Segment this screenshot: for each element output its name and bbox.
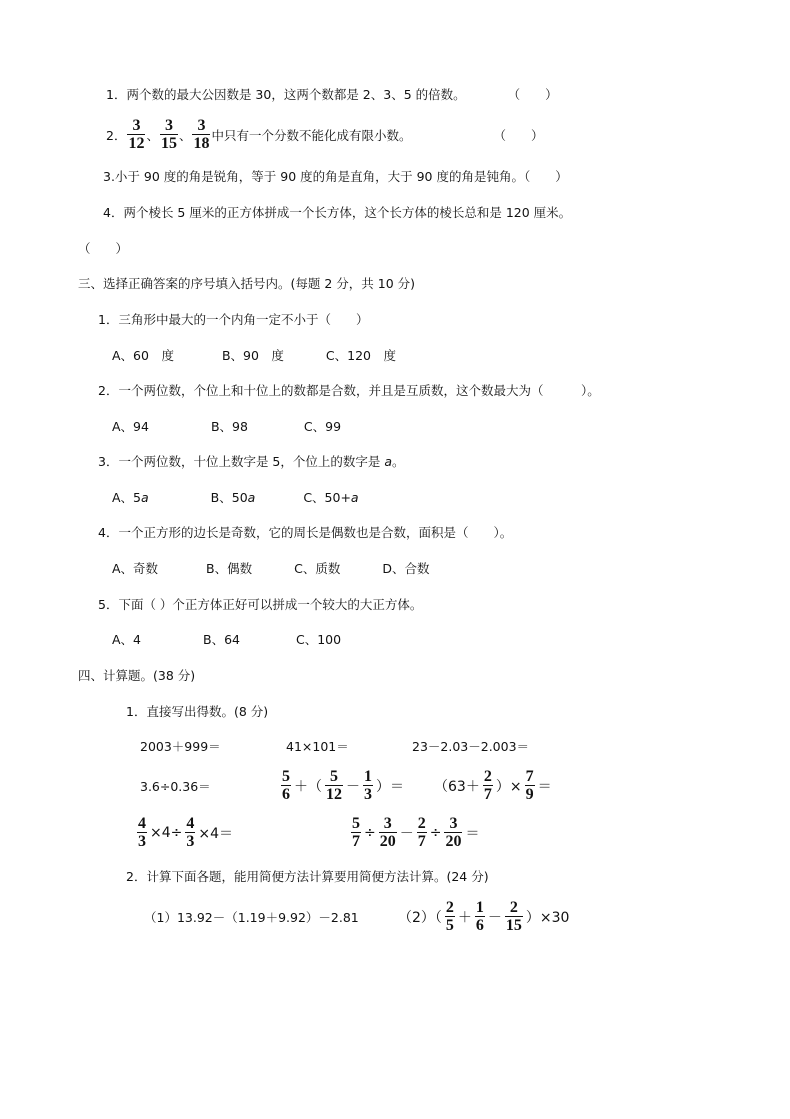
option[interactable]: A、94 — [112, 419, 149, 434]
fraction: $\frac{5}{12}$ — [326, 768, 342, 803]
option[interactable]: B、98 — [210, 419, 248, 434]
tf-item-3-text: 3.小于 90 度的角是锐角，等于 90 度的角是直角，大于 90 度的角是钝角。（ ） — [103, 169, 568, 184]
mc-options-3 — [112, 489, 359, 507]
option[interactable]: D、合数 — [382, 561, 430, 576]
fraction: $\frac{2}{7}$ — [483, 768, 492, 803]
option[interactable]: A、奇数 — [112, 561, 159, 576]
option[interactable]: C、99 — [303, 419, 342, 434]
tf-item-1-text: 1．两个数的最大公因数是 30，这两个数都是 2、3、5 的倍数。 — [106, 87, 466, 102]
option[interactable]: B、偶数 — [206, 561, 253, 576]
option[interactable]: A、60 度 — [112, 348, 174, 363]
part-1-title: 1．直接写出得数。(8 分) — [126, 704, 269, 719]
mc-options-2 — [112, 418, 341, 436]
mc-options-5 — [112, 631, 341, 649]
calc-expression: 2003＋999＝ — [140, 739, 221, 754]
tf-item-1 — [106, 86, 558, 104]
mc-question-4: 4．一个正方形的边长是奇数，它的周长是偶数也是合数，面积是（ ）。 — [98, 525, 513, 540]
option[interactable]: A、4 — [112, 632, 142, 647]
calc-problem-2: （2）（ $\frac{2}{5}$ ＋ $\frac{1}{6}$ － $\frac{2}{15}$ ）×30 — [398, 899, 570, 934]
mc-question-2: 2．一个两位数，个位上和十位上的数都是合数，并且是互质数，这个数最大为（ ）。 — [98, 383, 600, 398]
fraction: $\frac{7}{9}$ — [525, 768, 534, 803]
option[interactable]: B、90 度 — [221, 348, 284, 363]
part-2-title: 2．计算下面各题，能用简便方法计算要用简便方法计算。(24 分) — [126, 869, 489, 884]
option[interactable]: C、50+a — [303, 490, 359, 505]
mc-question-3: 3．一个两位数，十位上数字是 5，个位上的数字是 a。 — [98, 454, 405, 469]
mc-options-4 — [112, 560, 429, 578]
answer-blank[interactable]: （ ） — [493, 127, 544, 143]
calc-expression: 41×101＝ — [286, 739, 349, 754]
tf-item-4 — [103, 204, 571, 222]
calc-expression: $\frac{4}{3}$ ×4÷ $\frac{4}{3}$ ×4＝ — [138, 815, 234, 850]
calc-expression: $\frac{5}{7}$ ÷ $\frac{3}{20}$ － $\frac{2}{7}$ ÷ $\frac{3}{20}$ ＝ — [352, 815, 480, 850]
calc-expression: 23－2.03－2.003＝ — [412, 739, 530, 754]
tf-item-3 — [103, 168, 568, 186]
tf-item-2-number: 2． — [106, 127, 127, 143]
fraction: $\frac{2}{15}$ — [505, 899, 522, 934]
fraction: $\frac{2}{5}$ — [445, 899, 454, 934]
section-4-heading: 四、计算题。(38 分) — [78, 668, 196, 683]
fraction: $\frac{1}{6}$ — [475, 899, 484, 934]
fraction: $\frac{3}{18}$ — [193, 117, 210, 152]
fraction: $\frac{3}{12}$ — [128, 117, 145, 152]
option[interactable]: C、100 — [295, 632, 342, 647]
option[interactable]: B、64 — [203, 632, 240, 647]
answer-blank[interactable]: （ ） — [78, 241, 129, 256]
calc-problem-1: （1）13.92－（1.19＋9.92）－2.81 — [144, 910, 359, 925]
fraction: $\frac{4}{3}$ — [138, 815, 146, 850]
mc-question-1: 1．三角形中最大的一个内角一定不小于（ ） — [98, 312, 369, 327]
tf-item-2: 2． $\frac{3}{12}$ 、 $\frac{3}{15}$ 、 $\frac{3}{18}$ 中只有一个分数不能化成有限小数。 （ ） — [106, 117, 544, 152]
tf-item-2-text: 中只有一个分数不能化成有限小数。 — [211, 127, 412, 143]
fraction: $\frac{2}{7}$ — [417, 815, 426, 850]
tf-item-4-text: 4．两个棱长 5 厘米的正方体拼成一个长方体，这个长方体的棱长总和是 120 厘米。 — [103, 205, 572, 220]
answer-blank[interactable]: （ ） — [507, 87, 558, 102]
option[interactable]: C、质数 — [294, 561, 341, 576]
calc-expression: （63＋ $\frac{2}{7}$ ）× $\frac{7}{9}$ ＝ — [434, 768, 552, 803]
calc-expression: $\frac{5}{6}$ ＋（ $\frac{5}{12}$ － $\frac{1}{3}$ ）＝ — [282, 768, 404, 803]
calc-expression: 3.6÷0.36＝ — [140, 779, 211, 794]
calc-row-1 — [140, 738, 221, 756]
fraction: $\frac{3}{15}$ — [160, 117, 177, 152]
section-3-heading: 三、选择正确答案的序号填入括号内。(每题 2 分，共 10 分) — [78, 276, 416, 291]
option[interactable]: C、120 度 — [325, 348, 397, 363]
mc-question-5: 5．下面（ ）个正方体正好可以拼成一个较大的大正方体。 — [98, 597, 423, 612]
fraction: $\frac{5}{7}$ — [352, 815, 360, 850]
fraction: $\frac{3}{20}$ — [445, 815, 462, 850]
fraction: $\frac{3}{20}$ — [379, 815, 396, 850]
mc-options-1 — [112, 347, 396, 365]
option[interactable]: A、5a — [112, 490, 149, 505]
fraction: $\frac{4}{3}$ — [186, 815, 195, 850]
option[interactable]: B、50a — [210, 490, 256, 505]
fraction: $\frac{5}{6}$ — [282, 768, 290, 803]
fraction: $\frac{1}{3}$ — [364, 768, 372, 803]
